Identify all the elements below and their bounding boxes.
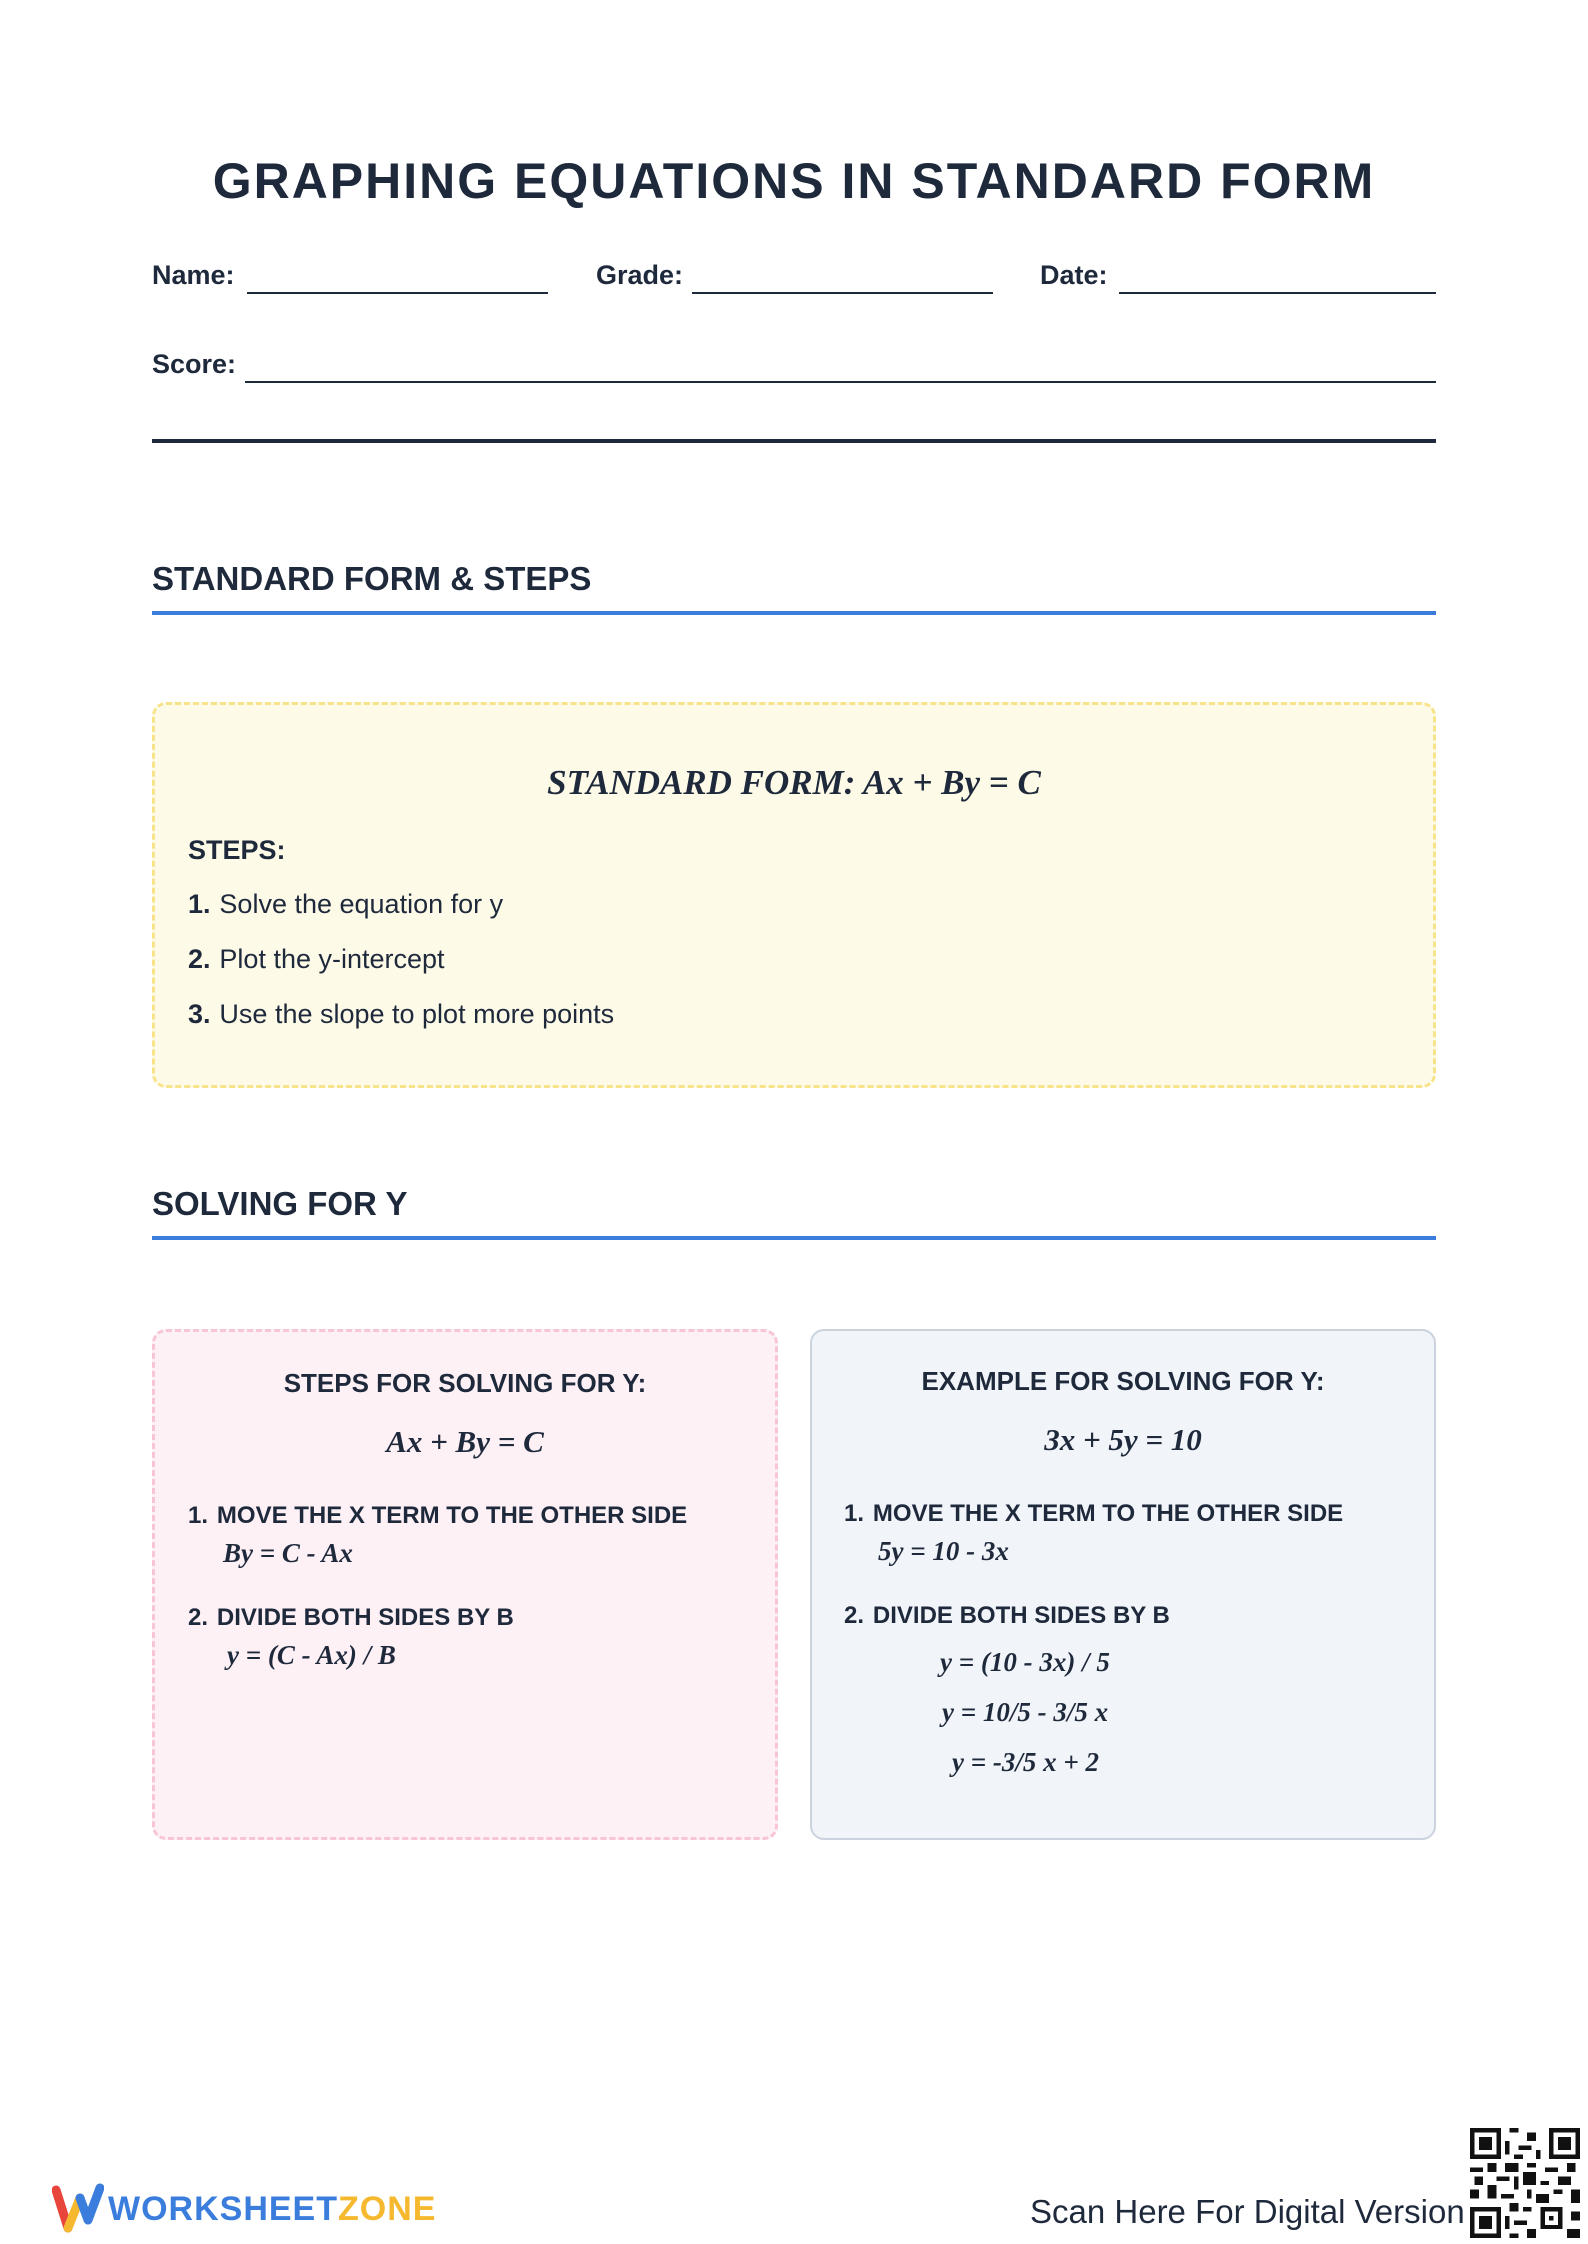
step-text: Solve the equation for y bbox=[219, 889, 504, 919]
box-equation: Ax + By = C bbox=[386, 1424, 544, 1459]
step-text: MOVE THE X TERM TO THE OTHER SIDE bbox=[216, 1502, 688, 1529]
date-field[interactable] bbox=[1119, 292, 1436, 294]
logo-text-part: ZONE bbox=[338, 2190, 437, 2228]
steps-label: STEPS: bbox=[188, 835, 286, 865]
worksheetzone-logo-text bbox=[108, 2190, 436, 2229]
section-divider bbox=[152, 611, 1436, 615]
date-label: Date: bbox=[1040, 260, 1108, 290]
step-number: 1. bbox=[188, 889, 211, 919]
step-math: By = C - Ax bbox=[223, 1538, 353, 1568]
step-number: 1. bbox=[188, 1502, 209, 1529]
header-divider bbox=[152, 439, 1436, 443]
step-number: 1. bbox=[844, 1500, 865, 1527]
scan-text: Scan Here For Digital Version bbox=[1030, 2193, 1465, 2230]
step-text: Use the slope to plot more points bbox=[219, 999, 615, 1029]
page-title: GRAPHING EQUATIONS IN STANDARD FORM bbox=[212, 153, 1376, 209]
step-number: 2. bbox=[188, 1604, 209, 1631]
step-math: 5y = 10 - 3x bbox=[878, 1536, 1009, 1566]
standard-form-box bbox=[152, 702, 1436, 1088]
worksheetzone-logo-icon bbox=[52, 2180, 104, 2234]
box-equation: 3x + 5y = 10 bbox=[1044, 1422, 1202, 1457]
step-text: Plot the y-intercept bbox=[219, 944, 445, 974]
name-field[interactable] bbox=[247, 292, 548, 294]
step-math: y = (10 - 3x) / 5 bbox=[940, 1647, 1110, 1677]
step-math: y = 10/5 - 3/5 x bbox=[942, 1697, 1109, 1727]
section-heading-standard-form: STANDARD FORM & STEPS bbox=[152, 560, 592, 597]
score-label: Score: bbox=[152, 349, 237, 379]
step-number: 2. bbox=[188, 944, 211, 974]
list-item bbox=[844, 1602, 1170, 1630]
logo-text-part: WORKSHEET bbox=[108, 2190, 338, 2228]
grade-label: Grade: bbox=[596, 260, 684, 290]
step-number: 2. bbox=[844, 1602, 865, 1629]
step-math: y = -3/5 x + 2 bbox=[952, 1747, 1099, 1777]
list-item bbox=[188, 944, 445, 975]
section-divider bbox=[152, 1236, 1436, 1240]
qr-code-icon[interactable] bbox=[1470, 2128, 1580, 2238]
step-text: MOVE THE X TERM TO THE OTHER SIDE bbox=[872, 1500, 1344, 1527]
standard-form-formula: STANDARD FORM: Ax + By = C bbox=[547, 763, 1041, 802]
step-number: 3. bbox=[188, 999, 211, 1029]
list-item bbox=[188, 1604, 514, 1632]
score-field[interactable] bbox=[245, 381, 1436, 383]
list-item bbox=[188, 889, 503, 920]
list-item bbox=[188, 1502, 687, 1530]
name-label: Name: bbox=[152, 260, 235, 290]
step-math: y = (C - Ax) / B bbox=[227, 1640, 396, 1670]
box-title: EXAMPLE FOR SOLVING FOR Y: bbox=[921, 1366, 1325, 1396]
steps-solving-box bbox=[152, 1329, 778, 1840]
step-text: DIVIDE BOTH SIDES BY B bbox=[872, 1602, 1170, 1629]
list-item bbox=[188, 999, 614, 1030]
step-text: DIVIDE BOTH SIDES BY B bbox=[216, 1604, 514, 1631]
grade-field[interactable] bbox=[692, 292, 993, 294]
section-heading-solving-for-y: SOLVING FOR Y bbox=[152, 1185, 408, 1222]
box-title: STEPS FOR SOLVING FOR Y: bbox=[283, 1368, 647, 1398]
example-solving-box bbox=[810, 1329, 1436, 1840]
list-item bbox=[844, 1500, 1343, 1528]
